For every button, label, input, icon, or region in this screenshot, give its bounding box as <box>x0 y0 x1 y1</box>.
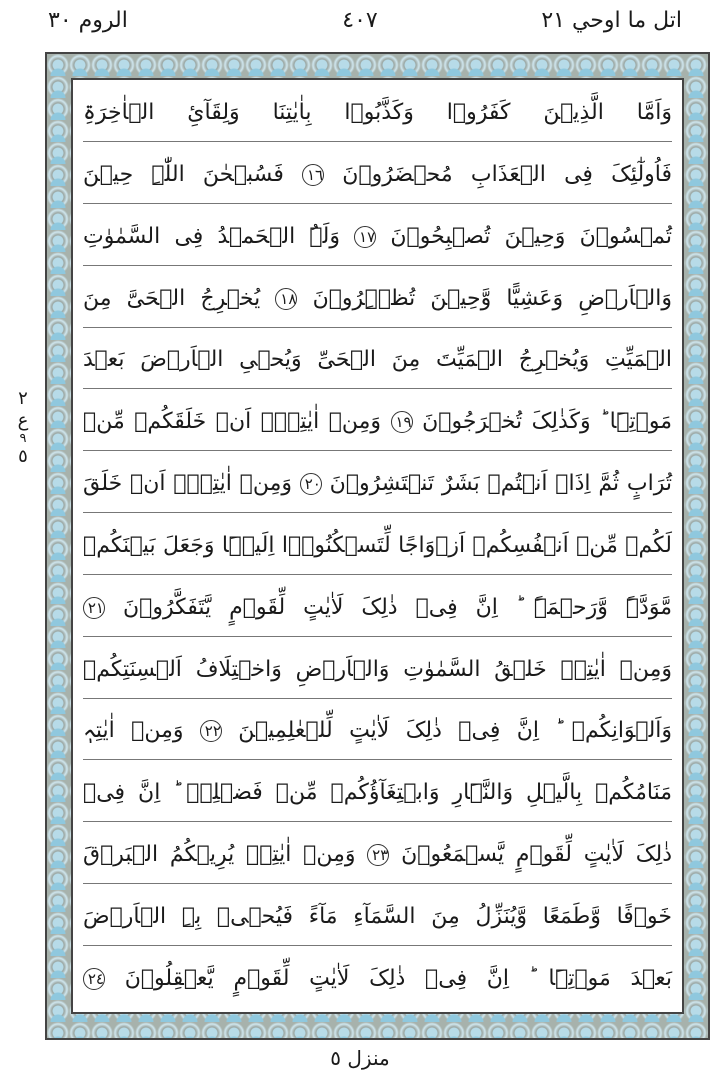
text-line <box>83 270 672 328</box>
text-line <box>83 455 672 513</box>
line-text: خَوۡفًا وَّطَمَعًا وَّیُنَزِّلُ مِنَ السَّمَآءِ مَآءً فَیُحۡیٖ بِہِ الۡاَرۡضَ <box>83 903 672 929</box>
line-content <box>83 99 672 126</box>
ruku-marker <box>10 388 36 468</box>
verse-number-marker: ١٦ <box>302 164 324 186</box>
line-content <box>83 656 672 683</box>
ruku-top: ٢ <box>18 388 28 409</box>
text-line <box>83 84 672 142</box>
surah-name: الروم ٣٠ <box>48 8 128 33</box>
line-content <box>83 779 672 806</box>
line-content <box>83 285 672 312</box>
line-text: وَاَلۡوَانِکُمۡ ؕ اِنَّ فِیۡ ذٰلِکَ لَاٰیٰتٍ لِّلۡعٰلِمِیۡنَ <box>238 718 673 744</box>
text-line <box>83 393 672 451</box>
line-content <box>83 903 672 930</box>
line-text: وَالۡاَرۡضِ وَعَشِیًّا وَّحِیۡنَ تُظۡہِرُوۡنَ <box>312 285 672 311</box>
line-content <box>83 408 672 435</box>
line-text: وَمِنۡ اٰیٰتِہٖ خَلۡقُ السَّمٰوٰتِ وَالۡاَرۡضِ وَاخۡتِلَافُ اَلۡسِنَتِکُمۡ <box>83 656 672 682</box>
line-content <box>83 965 672 992</box>
verse-number-marker: ١٩ <box>391 411 413 433</box>
line-text: مَنَامُکُمۡ بِالَّیۡلِ وَالنَّہَارِ وَابۡتِغَآؤُکُمۡ مِّنۡ فَضۡلِہٖ ؕ اِنَّ فِیۡ <box>83 780 672 806</box>
line-content <box>83 841 672 868</box>
line-text-continued: وَلَہُ الۡحَمۡدُ فِی السَّمٰوٰتِ <box>83 223 340 249</box>
ruku-middle: ٩ <box>19 431 27 446</box>
text-line <box>83 579 672 637</box>
text-line <box>83 764 672 822</box>
line-text-continued: فَسُبۡحٰنَ اللّٰہِ حِیۡنَ <box>83 161 284 187</box>
line-text: بَعۡدَ مَوۡتِہَا ؕ اِنَّ فِیۡ ذٰلِکَ لَاٰیٰتٍ لِّقَوۡمٍ یَّعۡقِلُوۡنَ <box>124 966 672 992</box>
verse-number-marker: ١٧ <box>354 226 376 248</box>
text-line <box>83 702 672 760</box>
ruku-sign: ع <box>17 410 29 431</box>
line-content <box>83 470 672 497</box>
line-text: مَّوَدَّۃً وَّرَحۡمَۃً ؕ اِنَّ فِیۡ ذٰلِکَ لَاٰیٰتٍ لِّقَوۡمٍ یَّتَفَکَّرُوۡنَ <box>123 594 672 620</box>
verse-lines <box>83 84 672 1008</box>
manzil-label: منزل ٥ <box>330 1046 390 1070</box>
verse-number-marker: ٢٤ <box>83 968 105 990</box>
text-line <box>83 331 672 389</box>
line-text: فَاُولٰٓئِکَ فِی الۡعَذَابِ مُحۡضَرُوۡنَ <box>342 161 673 187</box>
verse-number-marker: ١٨ <box>275 288 297 310</box>
text-line <box>83 146 672 204</box>
verse-number-marker: ٢٠ <box>300 473 322 495</box>
verse-number-marker: ٢١ <box>83 597 105 619</box>
line-text: وَاَمَّا الَّذِیۡنَ کَفَرُوۡا وَکَذَّبُوۡا بِاٰیٰتِنَا وَلِقَآئِ الۡاٰخِرَۃِ <box>83 100 672 125</box>
line-text-continued: وَمِنۡ اٰیٰتِہٖۤ اَنۡ خَلَقَکُمۡ مِّنۡ <box>83 409 382 435</box>
line-text-continued: یُخۡرِجُ الۡحَیَّ مِنَ <box>83 285 261 311</box>
line-content <box>83 223 672 250</box>
text-line <box>83 641 672 699</box>
text-line <box>83 950 672 1008</box>
verse-number-marker: ٢٣ <box>367 844 389 866</box>
text-line <box>83 517 672 575</box>
line-text: تُرَابٍ ثُمَّ اِذَاۤ اَنۡتُمۡ بَشَرٌ تَنۡتَشِرُوۡنَ <box>329 471 672 497</box>
line-text: لَکُمۡ مِّنۡ اَنۡفُسِکُمۡ اَزۡوَاجًا لِّتَسۡکُنُوۡۤا اِلَیۡہَا وَجَعَلَ بَیۡنَکُمۡ <box>83 532 672 558</box>
juz-name: اتل ما اوحي ٢١ <box>541 8 682 33</box>
line-text-continued: وَمِنۡ اٰیٰتِہٖ یُرِیۡکُمُ الۡبَرۡقَ <box>83 842 356 868</box>
verse-number-marker: ٢٢ <box>200 720 222 742</box>
line-text-continued: وَمِنۡ اٰیٰتِہٖۤ اَنۡ خَلَقَ <box>83 471 292 497</box>
line-text-continued: وَمِنۡ اٰیٰتِہٖ <box>83 718 184 744</box>
text-line <box>83 888 672 946</box>
ornamental-border <box>45 52 710 1040</box>
line-text: تُمۡسُوۡنَ وَحِیۡنَ تُصۡبِحُوۡنَ <box>390 223 672 249</box>
page-number: ٤٠٧ <box>342 8 378 33</box>
line-content <box>83 346 672 373</box>
ruku-bottom: ٥ <box>18 446 28 467</box>
line-text: مَوۡتِہَا ؕ وَکَذٰلِکَ تُخۡرَجُوۡنَ <box>422 409 673 435</box>
line-content <box>83 532 672 559</box>
line-content <box>83 594 672 621</box>
line-text: ذٰلِکَ لَاٰیٰتٍ لِّقَوۡمٍ یَّسۡمَعُوۡنَ <box>401 842 672 868</box>
line-content <box>83 161 672 188</box>
text-area <box>71 78 684 1014</box>
line-content <box>83 717 672 744</box>
line-text: الۡمَیِّتِ وَیُخۡرِجُ الۡمَیِّتَ مِنَ الۡحَیِّ وَیُحۡیِ الۡاَرۡضَ بَعۡدَ <box>83 347 672 373</box>
text-line <box>83 826 672 884</box>
text-line <box>83 208 672 266</box>
